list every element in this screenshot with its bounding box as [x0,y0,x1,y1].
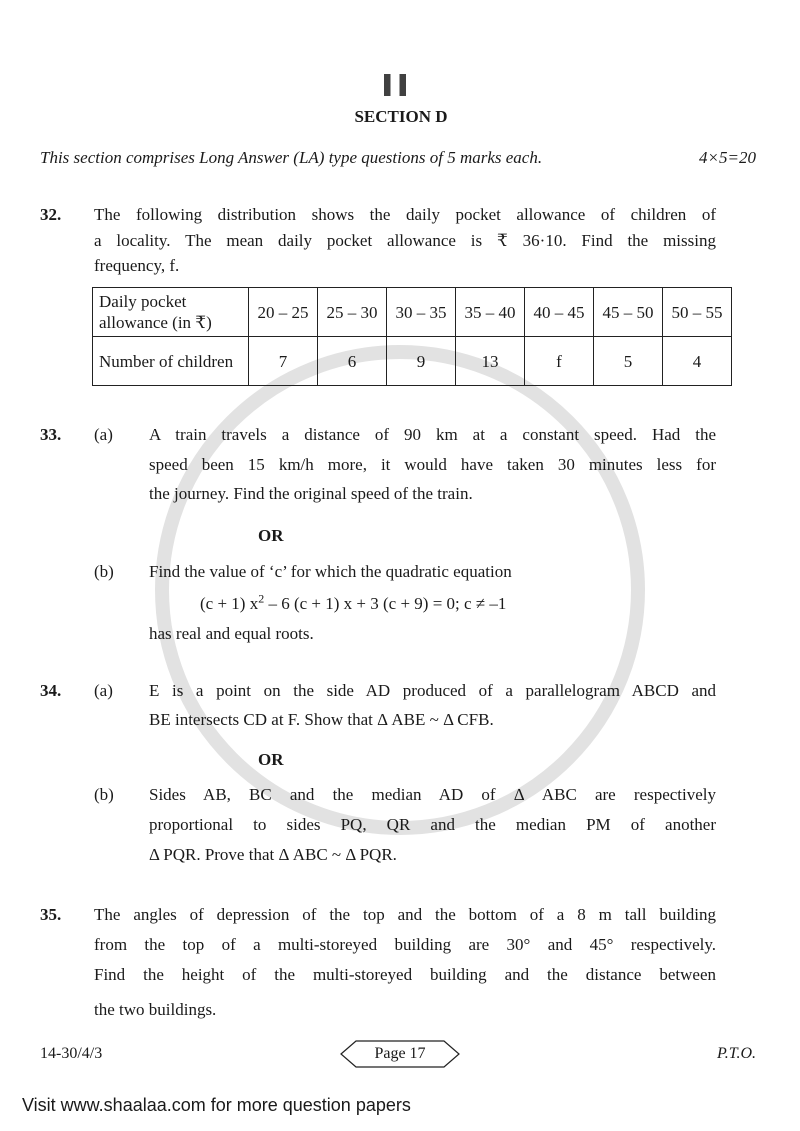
q33-or: OR [258,526,284,545]
q32-number: 32. [40,205,62,224]
frequency-table [92,287,732,386]
table-cell: 40 – 45 [525,288,594,337]
q34-a-line: E is a point on the side AD produced of a parallelogram ABCD and [149,681,716,700]
q35-line: Find the height of the multi-storeyed building and the distance between [94,965,716,984]
section-marks: 4×5=20 [699,148,756,167]
table-cell: 9 [387,337,456,386]
table-cell: 4 [663,337,732,386]
page-number: Page 17 [374,1045,426,1062]
q34-a-label: (a) [94,681,113,700]
table-header-children: Number of children [93,337,249,386]
qr-code-icon [384,74,406,96]
table-cell: 50 – 55 [663,288,732,337]
visit-link[interactable]: Visit www.shaalaa.com for more question papers [22,1095,411,1115]
table-cell: 35 – 40 [456,288,525,337]
table-cell: 20 – 25 [249,288,318,337]
q35-line: from the top of a multi-storeyed building are 30° and 45° respectively. [94,935,716,954]
q33-number: 33. [40,425,62,444]
q32-line: The following distribution shows the daily pocket allowance of children of [94,205,716,224]
q34-a-line: BE intersects CD at F. Show that Δ ABE ~ Δ CFB. [149,710,494,729]
q34-b-label: (b) [94,785,114,804]
table-header-allowance: Daily pocket allowance (in ₹) [93,288,249,337]
section-title: SECTION D [354,107,448,126]
equation-exponent: 2 [258,591,265,606]
q33-a-line: the journey. Find the original speed of the train. [149,484,473,503]
table-cell: 5 [594,337,663,386]
table-cell: 7 [249,337,318,386]
q34-b-line: proportional to sides PQ, QR and the median PM of another [149,815,716,834]
paper-code: 14-30/4/3 [40,1045,103,1062]
q33-b-line: has real and equal roots. [149,624,314,643]
table-row [93,288,732,337]
q33-a-label: (a) [94,425,113,444]
q35-line: The angles of depression of the top and the bottom of a 8 m tall building [94,905,716,924]
q34-b-line: Δ PQR. Prove that Δ ABC ~ Δ PQR. [149,845,397,864]
q33-b-label: (b) [94,562,114,581]
q32-line: frequency, f. [94,256,180,275]
q33-b-line: Find the value of ‘c’ for which the quadratic equation [149,562,512,581]
q34-b-line: Sides AB, BC and the median AD of Δ ABC are respectively [149,785,716,804]
table-cell: f [525,337,594,386]
q34-number: 34. [40,681,62,700]
table-cell: 13 [456,337,525,386]
equation-part: (c + 1) x [200,594,259,613]
table-row [93,337,732,386]
table-cell: 6 [318,337,387,386]
q32-line: a locality. The mean daily pocket allowance is ₹ 36·10. Find the missing [94,231,716,250]
q33-equation [200,592,506,616]
section-note: This section comprises Long Answer (LA) type questions of 5 marks each. [40,148,543,167]
q35-line: the two buildings. [94,1000,217,1019]
q34-or: OR [258,750,284,769]
table-cell: 30 – 35 [387,288,456,337]
equation-part: – 6 (c + 1) x + 3 (c + 9) = 0; c ≠ –1 [264,594,507,613]
q33-a-line: speed been 15 km/h more, it would have taken 30 minutes less for [149,455,716,474]
pto-label: P.T.O. [717,1045,756,1062]
q33-a-line: A train travels a distance of 90 km at a constant speed. Had the [149,425,716,444]
table-cell: 45 – 50 [594,288,663,337]
table-cell: 25 – 30 [318,288,387,337]
q35-number: 35. [40,905,62,924]
